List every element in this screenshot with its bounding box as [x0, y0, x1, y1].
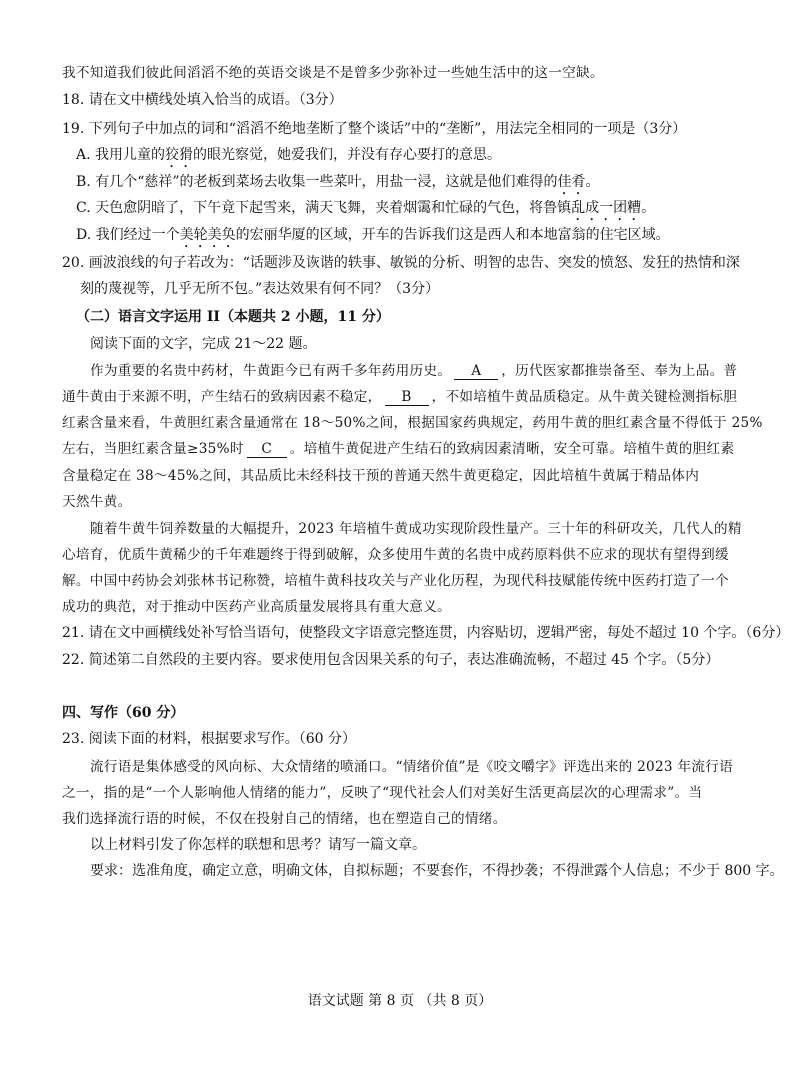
- passage-para1-line-3: 红素含量来看，牛黄胆红素含量通常在 18～50%之间，根据国家药典规定，药用牛黄的胆红素含量不得低于 25%: [62, 415, 763, 431]
- option-d-suffix: 的宏丽华厦的区域，开车的告诉我们这是西人和本地富翁的住宅区域。: [235, 227, 670, 243]
- passage-para2-line-1: 随着牛黄牛饲养数量的大幅提升，2023 年培植牛黄成功实现阶段性量产。三十年的科研攻关，几代人的精: [90, 521, 742, 537]
- material-line-1: 流行语是集体感受的风向标、大众情绪的喷涌口。“情绪价值”是《咬文嚼字》评选出来的 2023 年流行语: [90, 759, 734, 775]
- question-19-option-b: [0, 172, 800, 198]
- passage-para2-line-3: 解。中国中药协会刘张林书记称赞，培植牛黄科技攻关与产业化历程，为现代科技赋能传统中医药打造了一个: [62, 573, 729, 589]
- blank-a: A: [454, 363, 498, 380]
- option-c-suffix: 。: [641, 200, 656, 216]
- para1-l2-after-blank: ，不如培植牛黄品质稳定。从牛黄关键检测指标胆: [431, 389, 738, 405]
- option-a-suffix: 的眼光察觉，她爱我们，并没有存心要打的意思。: [193, 147, 502, 163]
- passage-para1-line-1: [0, 361, 800, 381]
- option-c-dotted-word: 乱成一团糟: [571, 200, 642, 216]
- para1-l1-after-blank: ，历代医家都推崇备至、奉为上品。普: [501, 363, 738, 379]
- para1-l4-after-blank: 。培植牛黄促进产生结石的致病因素清晰，安全可靠。培植牛黄的胆红素: [289, 441, 735, 457]
- para1-l4-before-blank: 左右，当胆红素含量≥35%时: [62, 441, 244, 457]
- option-b-suffix: 。: [585, 174, 600, 190]
- option-b-dotted-word: 佳肴: [557, 174, 586, 190]
- option-a-dotted-word: 狡猾: [165, 147, 194, 163]
- question-19-option-d: [0, 225, 800, 251]
- question-20-line-1: 20. 画波浪线的句子若改为：“话题涉及诙谐的轶事、敏锐的分析、明智的忠告、突发的愤怒、发狂的热情和深: [62, 255, 740, 271]
- question-20-line-2: 刻的蔑视等，几乎无所不包。”表达效果有何不同？（3分）: [80, 281, 440, 297]
- option-a-prefix: A. 我用儿童的: [76, 147, 166, 163]
- passage-para1-line-6: 天然牛黄。: [62, 494, 132, 510]
- option-c-prefix: C. 天色愈阴暗了，下午竟下起雪来，满天飞舞，夹着烟霭和忙碌的气色，将鲁镇: [76, 200, 572, 216]
- material-line-3: 我们选择流行语的时候，不仅在投射自己的情绪，也在塑造自己的情绪。: [62, 811, 507, 827]
- question-21: 21. 请在文中画横线处补写恰当语句，使整段文字语意完整连贯，内容贴切，逻辑严密，每处不超过 10 个字。（6分）: [62, 625, 790, 641]
- section-heading-writing: 四、写作（60 分）: [62, 705, 185, 721]
- option-b-prefix: B. 有几个“慈祥”的老板到菜场去收集一些菜叶，用盐一浸，这就是他们难得的: [76, 174, 558, 190]
- reading-instruction: 阅读下面的文字，完成 21～22 题。: [90, 336, 317, 352]
- option-d-prefix: D. 我们经过一个: [76, 227, 180, 243]
- question-19-stem: 19. 下列句子中加点的词和“滔滔不绝地垄断了整个谈话”中的“垄断”，用法完全相同的一项是（3分）: [62, 121, 687, 137]
- passage-para1-line-5: 含量稳定在 38～45%之间，其品质比未经科技干预的普通天然牛黄更稳定，因此培植牛黄属于精品体内: [62, 468, 700, 484]
- para1-l1-before-blank: 作为重要的名贵中药材，牛黄距今已有两千多年药用历史。: [90, 363, 452, 379]
- passage-para1-line-2: [0, 387, 800, 407]
- material-line-2: 之一，指的是“一个人影响他人情绪的能力”，反映了“现代社会人们对美好生活更高层次的心理需求”。当: [62, 785, 703, 801]
- blank-b: B: [385, 389, 429, 406]
- section-heading-language-use-2: （二）语言文字运用 II（本题共 2 小题，11 分）: [76, 309, 390, 325]
- passage-para2-line-2: 心培育，优质牛黄稀少的千年难题终于得到破解，众多使用牛黄的名贵中成药原料供不应求的现状有望得到缓: [62, 547, 729, 563]
- question-19-option-c: [0, 198, 800, 224]
- passage-ending-line: 我不知道我们彼此间滔滔不绝的英语交谈是不是曾多少弥补过一些她生活中的这一空缺。: [62, 65, 604, 81]
- writing-requirements: 要求：选准角度，确定立意，明确文体，自拟标题；不要套作，不得抄袭；不得泄露个人信息；不少于 800 字。: [90, 863, 784, 879]
- blank-c: C: [247, 441, 287, 458]
- passage-para1-line-4: [0, 439, 800, 459]
- page-footer: 语文试题 第 8 页 （共 8 页）: [307, 993, 493, 1009]
- para1-l2-before-blank: 通牛黄由于来源不明，产生结石的致病因素不稳定，: [62, 389, 382, 405]
- option-d-dotted-word: 美轮美奂: [179, 227, 236, 243]
- question-23: 23. 阅读下面的材料，根据要求写作。（60 分）: [62, 731, 356, 747]
- writing-prompt: 以上材料引发了你怎样的联想和思考？请写一篇文章。: [90, 837, 426, 853]
- question-18: 18. 请在文中横线处填入恰当的成语。（3分）: [62, 92, 343, 108]
- passage-para2-line-4: 成功的典范，对于推动中医药产业高质量发展将具有重大意义。: [62, 599, 452, 615]
- question-22: 22. 简述第二自然段的主要内容。要求使用包含因果关系的句子，表达准确流畅，不超过 45 个字。（5分）: [62, 652, 720, 668]
- question-19-option-a: [0, 145, 800, 171]
